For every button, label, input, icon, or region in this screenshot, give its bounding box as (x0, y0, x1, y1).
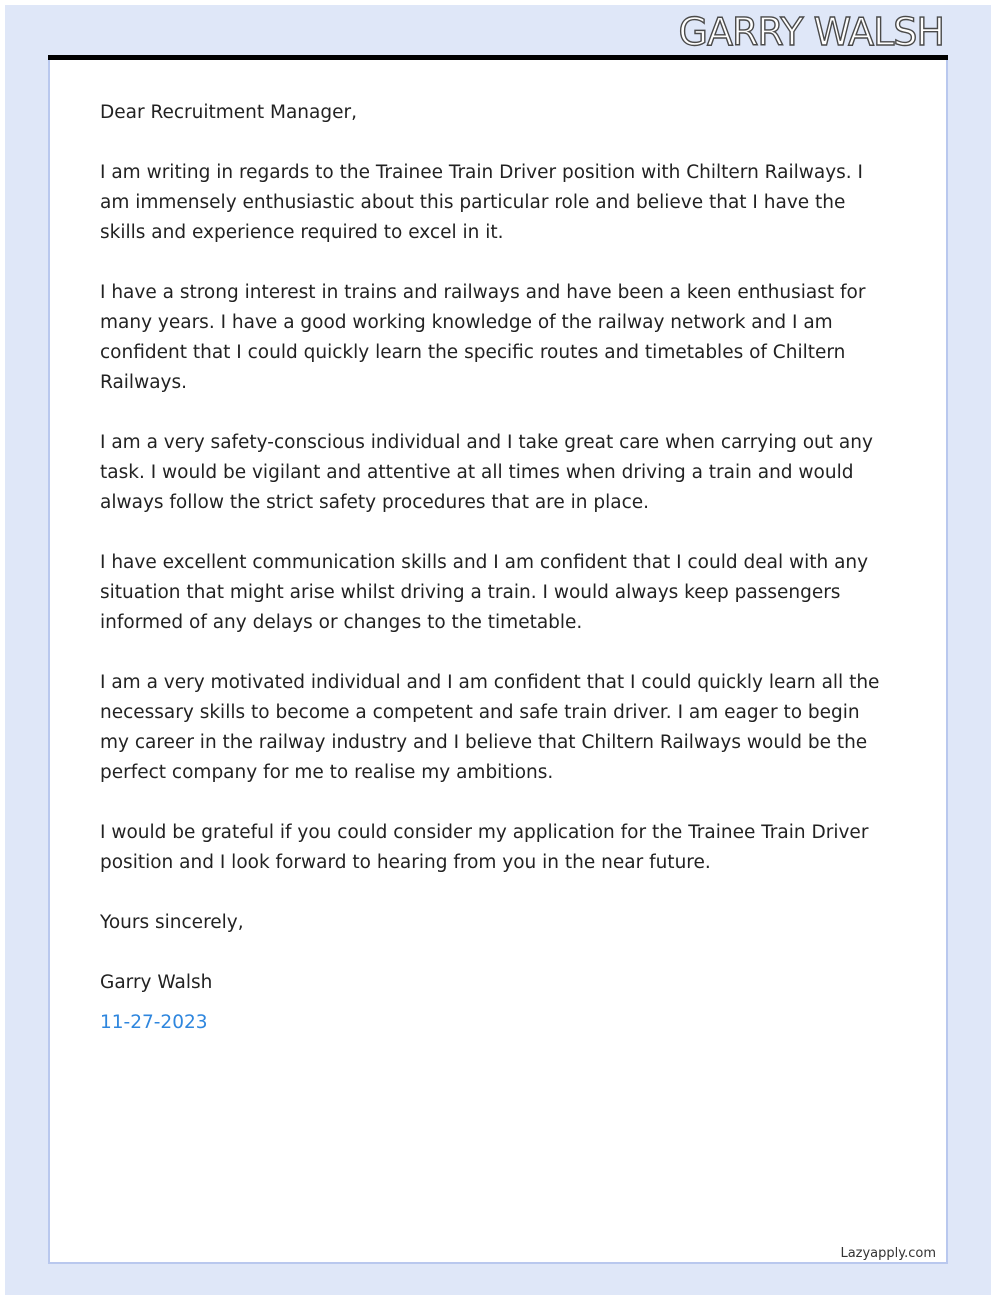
letter-body (100, 98, 892, 1068)
paragraph-2: I have a strong interest in trains and railways and have been a keen enthusiast for many years. I have a good working knowledge of the railway network and I am confident that I could quickly learn the specific routes and timetables of Chiltern Railways. (100, 282, 866, 393)
paragraph-5: I am a very motivated individual and I am confident that I could quickly learn all the necessary skills to become a competent and safe train driver. I am eager to begin my career in the railway industry and I believe that Chiltern Railways would be the perfect company for me to realise my ambitions. (100, 672, 880, 783)
watermark: Lazyapply.com (840, 1246, 936, 1261)
paragraph-4: I have excellent communication skills and I am confident that I could deal with any situation that might arise whilst driving a train. I would always keep passengers informed of any delays or changes to the timetable. (100, 552, 869, 633)
header-rule (48, 55, 948, 60)
closing: Yours sincerely, (100, 912, 244, 933)
letter-date: 11-27-2023 (100, 1012, 208, 1033)
header-name: GARRY WALSH (678, 10, 944, 54)
paragraph-1: I am writing in regards to the Trainee Train Driver position with Chiltern Railways. I am immensely enthusiastic about this particular role and believe that I have the skills and experience required to excel in it. (100, 162, 864, 243)
signature-name: Garry Walsh (100, 972, 213, 993)
paragraph-6: I would be grateful if you could consider my application for the Trainee Train Driver position and I look forward to hearing from you in the near future. (100, 822, 869, 873)
salutation: Dear Recruitment Manager, (100, 102, 357, 123)
paragraph-3: I am a very safety-conscious individual and I take great care when carrying out any task. I would be vigilant and attentive at all times when driving a train and would always follow the strict safety procedures that are in place. (100, 432, 873, 513)
